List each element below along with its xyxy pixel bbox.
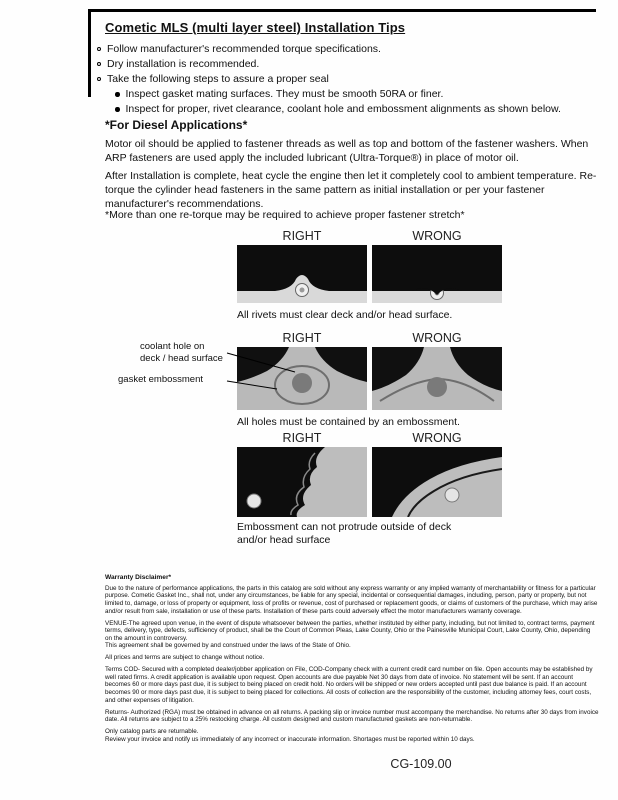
diesel-paragraph-retorque: After Installation is complete, heat cycle the engine then let it completely cool to ambient temperature. Re-torque the cylinder head fasteners in the same pattern as initial installation or per your fastener manufacturer's recommendations. [105, 170, 597, 211]
diesel-paragraph-oil: Motor oil should be applied to fastener threads as well as top and bottom of the fastener washers. When ARP fasteners are used apply the included lubricant (Ultra-Torque®) in place of motor oil. [105, 138, 589, 165]
disclaimer-performance: Due to the nature of performance applications, the parts in this catalog are sold without any express warranty or any implied warranty of merchantability or fitness for a particular purpose. Cometic Gasket Inc., shall not, under any circumstances, be liable for any special, incidental or consequential damages, including, person, party or property, but not limited to, damage, or loss of property or equipment, loss of profits or revenue, cost of purchased or replacement goods, or claims of customers of the purchase, which may arise and/or result from sale, installation or use of these parts. Installation of these parts could adversely effect the motor manufacturers warranty coverage. [105, 584, 598, 615]
gasket-embossment-callout: gasket embossment [118, 374, 204, 385]
warranty-disclaimer [105, 574, 599, 748]
disclaimer-returns: Returns- Authorized (RGA) must be obtained in advance on all returns. A packing slip or invoice number must accompany the merchandise. No returns after 30 days from invoice date. All returns are subject to a 25% restocking charge. All custom designed and custom manufactured gaskets are non-returnable. [105, 708, 599, 724]
tip-sub-bullet [115, 88, 597, 101]
disclaimer-prices: All prices and terms are subject to change without notice. [105, 654, 265, 662]
embossment-wrong-label: WRONG [412, 431, 462, 445]
filled-bullet-icon [115, 92, 120, 97]
coolant-hole-wrong-diagram [372, 347, 502, 410]
embossment-right-label: RIGHT [282, 431, 322, 445]
page-border-top [88, 9, 596, 12]
rivet-right-diagram [237, 245, 367, 303]
disclaimer-review: Review your invoice and notify us immediately of any incorrect or inaccurate information. Shortages must be reported within 10 days. [105, 735, 475, 743]
embossment-caption-line1: Embossment can not protrude outside of deck [237, 521, 452, 533]
tip-bullet [97, 58, 597, 71]
open-bullet-icon [97, 47, 101, 51]
coolant-hole-callout [140, 341, 232, 365]
rivet-wrong-diagram [372, 245, 502, 303]
holes-right-label: RIGHT [282, 331, 322, 345]
disclaimer-heading: Warranty Disclaimer* [105, 574, 172, 581]
callout-text: coolant hole on [140, 341, 205, 352]
installation-tips-list [97, 43, 597, 118]
tip-bullet [97, 43, 597, 56]
catalog-page-code: CG-109.00 [390, 757, 452, 771]
disclaimer-terms: Terms COD- Secured with a completed dealer/jobber application on File, COD-Company check with a current credit card number on file. Open accounts may be established by well rated firms. A credit application is available upon request. Open accounts are due payable Net 30 days from date of invoice. No statement will be sent. If an account becomes 60 or more days past due, it is subject to being placed on credit hold. No orders will be shipped or new orders accepted until past due balance is paid. If an account becomes 90 or more days past due, it is subject to being placed for collections. All costs of collection are the responsibility of the customer, including attorney fees, court costs, and other expenses of litigation. [105, 666, 593, 704]
tip-text: Inspect for proper, rivet clearance, coolant hole and embossment alignments as shown below. [125, 103, 561, 116]
rivet-wrong-label: WRONG [412, 229, 462, 243]
callout-connector-lines [225, 345, 305, 395]
diesel-applications-heading: *For Diesel Applications* [105, 118, 248, 132]
embossment-caption [237, 521, 451, 547]
rivet-right-label: RIGHT [282, 229, 322, 243]
tip-sub-bullet [115, 103, 597, 116]
filled-bullet-icon [115, 107, 120, 112]
open-bullet-icon [97, 77, 101, 81]
embossment-right-diagram [237, 447, 367, 517]
embossment-caption-line2: and/or head surface [237, 534, 331, 547]
callout-text: deck / head surface [140, 352, 223, 364]
page-border-left [88, 9, 91, 97]
holes-wrong-label: WRONG [412, 331, 462, 345]
disclaimer-venue-governing: This agreement shall be governed by and construed under the laws of the State of Ohio. [105, 642, 351, 650]
tip-text: Inspect gasket mating surfaces. They must be smooth 50RA or finer. [125, 88, 444, 101]
retorque-note: *More than one re-torque may be required to achieve proper fastener stretch* [105, 209, 465, 221]
holes-caption: All holes must be contained by an embossment. [237, 416, 460, 428]
rivets-caption: All rivets must clear deck and/or head surface. [237, 309, 453, 321]
disclaimer-returnable: Only catalog parts are returnable. [105, 728, 199, 736]
tip-text: Follow manufacturer's recommended torque specifications. [107, 43, 381, 55]
tip-bullet [97, 73, 597, 86]
embossment-wrong-diagram [372, 447, 502, 517]
tip-text: Take the following steps to assure a proper seal [107, 73, 329, 86]
tip-text: Dry installation is recommended. [107, 58, 260, 71]
page-title: Cometic MLS (multi layer steel) Installation Tips [105, 20, 406, 35]
open-bullet-icon [97, 62, 101, 66]
disclaimer-venue: VENUE-The agreed upon venue, in the event of dispute whatsoever between the parties, whether instituted by either party, including, but not limited to, contract terms, payment terms, delivery, type, defects, sufficiency of product, shall be the Court of Common Pleas, Lake County, Ohio or the Painesville Municipal Court, Lake County, Ohio, depending on the amount in controversy. [105, 619, 595, 642]
